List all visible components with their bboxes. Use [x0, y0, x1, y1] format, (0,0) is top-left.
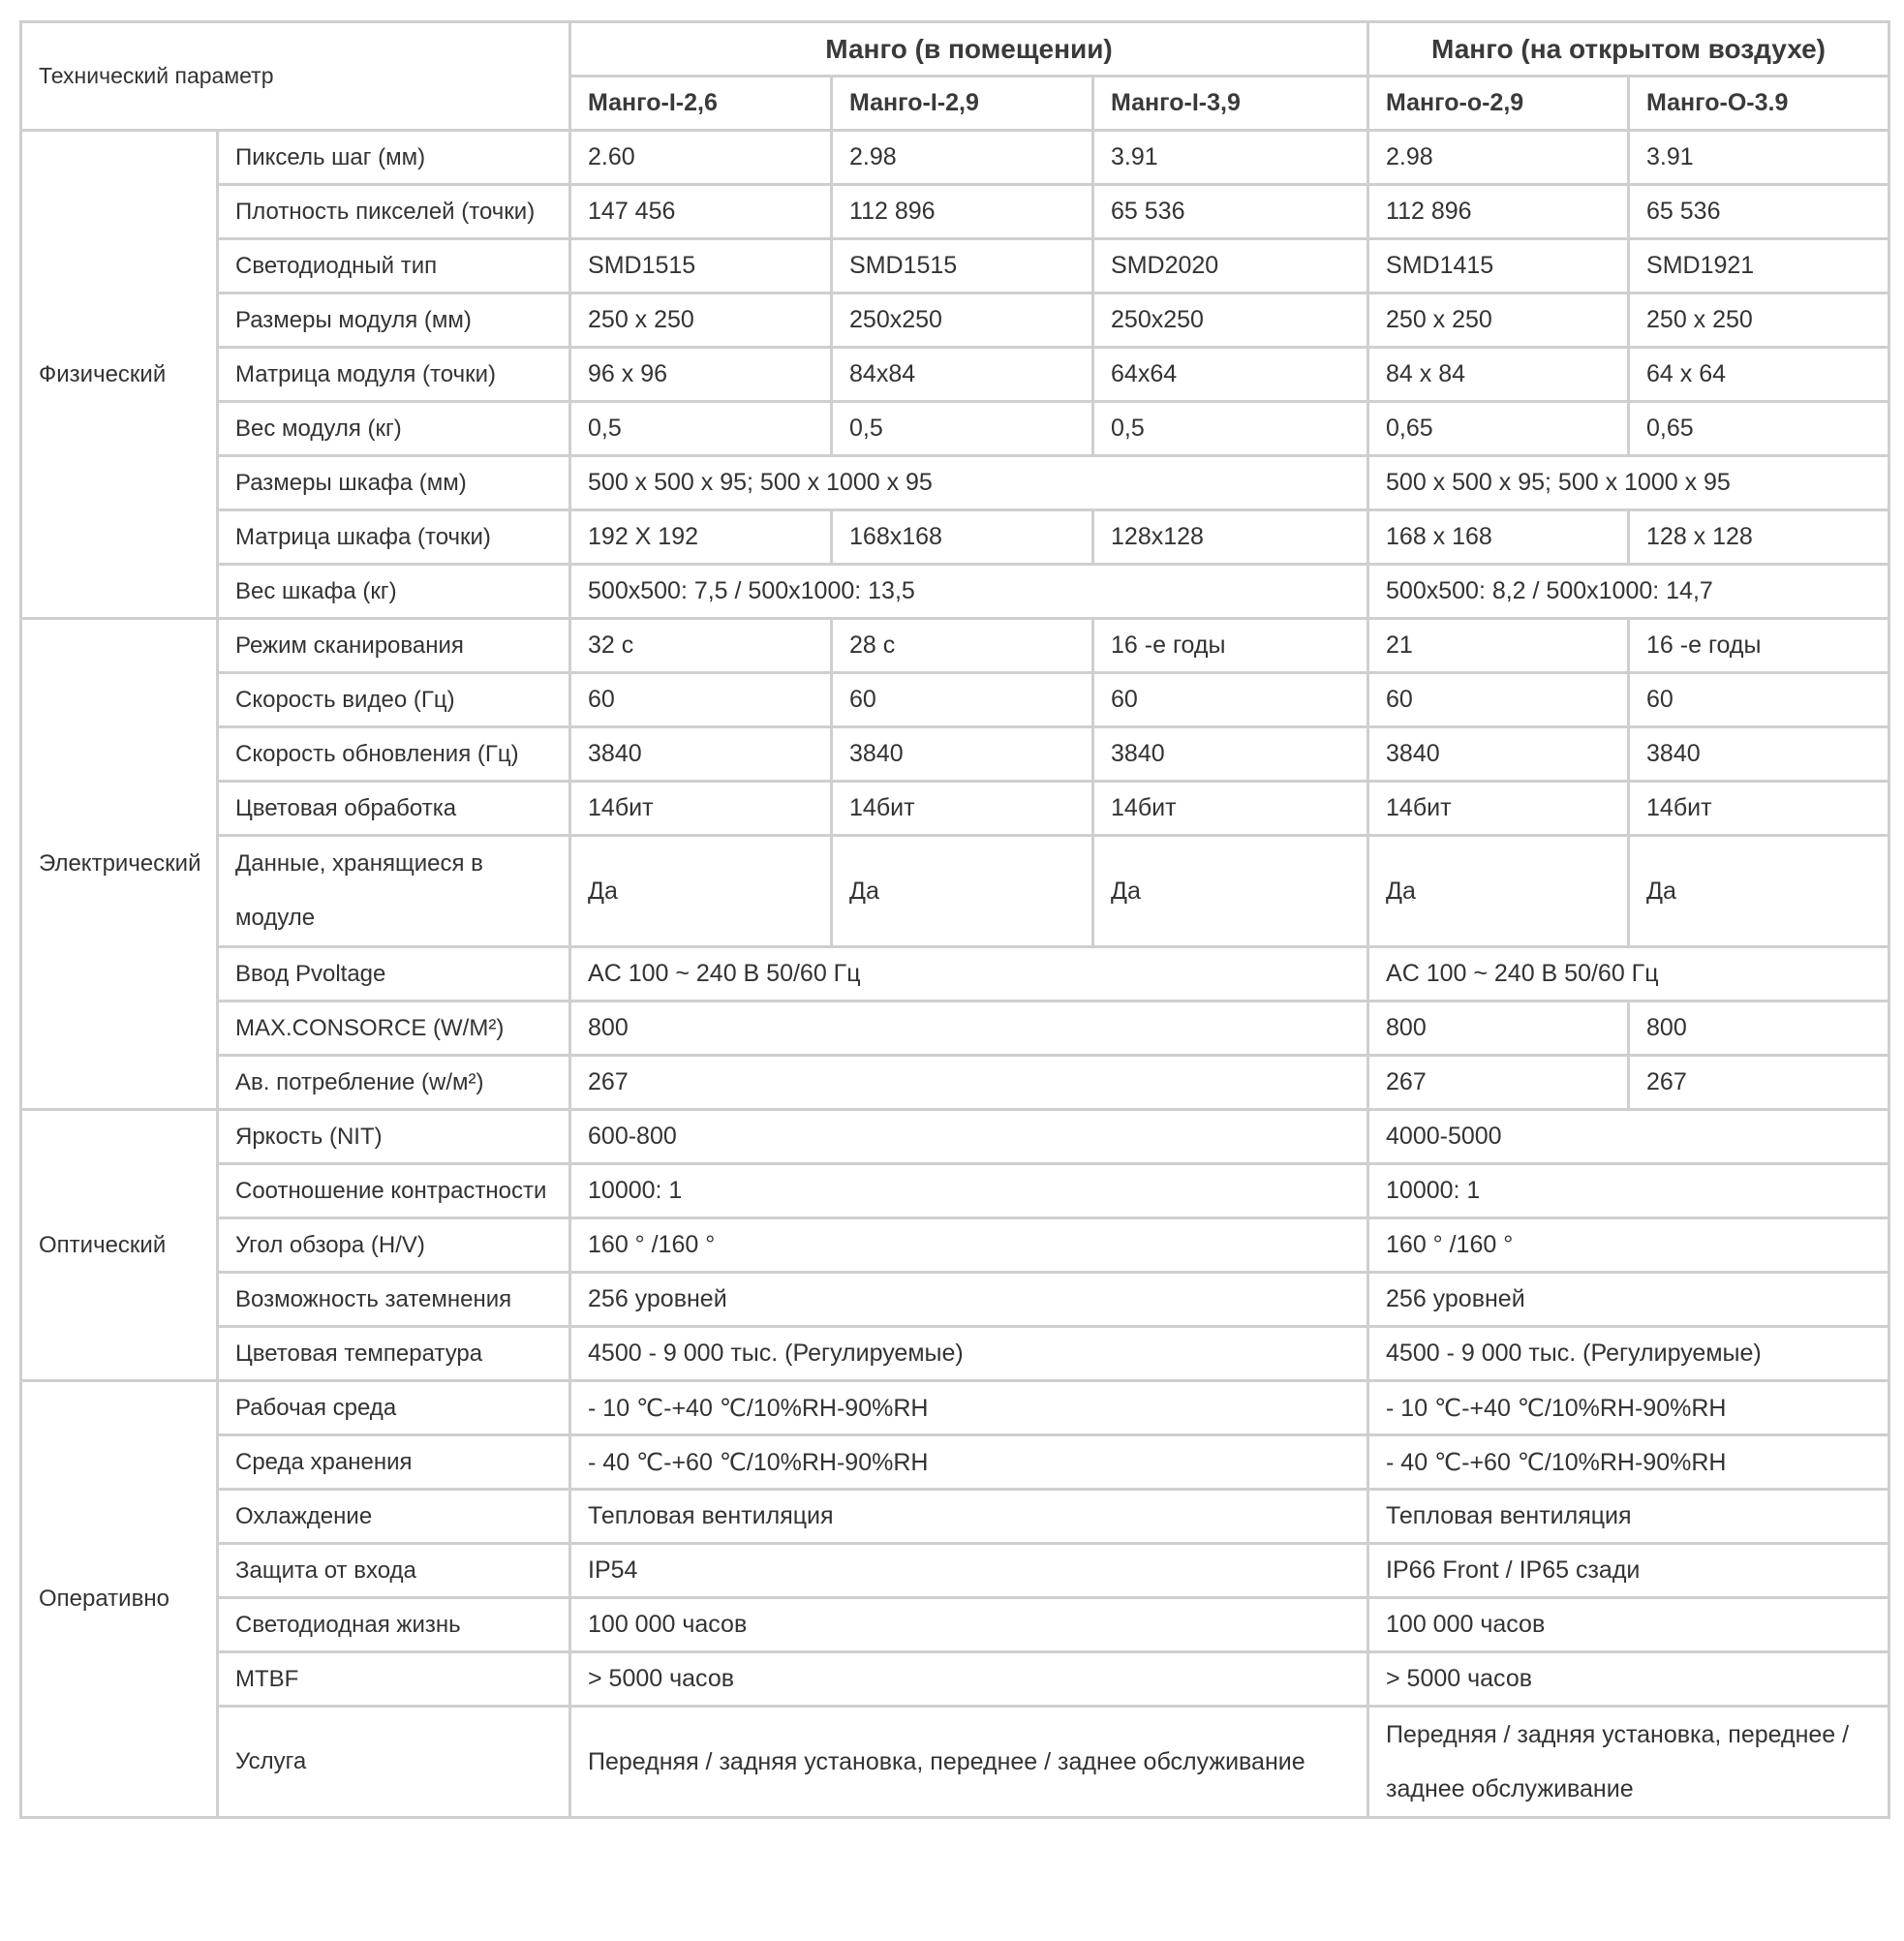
value-cell-outdoor: 800	[1368, 1001, 1629, 1056]
table-row	[21, 348, 1889, 402]
value-cell: SMD1921	[1629, 239, 1889, 293]
value-cell: 3840	[832, 727, 1093, 782]
param-label: Услуга	[218, 1707, 570, 1818]
param-label: Ав. потребление (w/м²)	[218, 1056, 570, 1110]
value-cell-outdoor: 160 ° /160 °	[1368, 1218, 1889, 1273]
value-cell: 112 896	[1368, 185, 1629, 239]
value-cell: 250 x 250	[1629, 293, 1889, 348]
model-header: Манго-I-2,6	[570, 77, 832, 131]
table-row	[21, 1490, 1889, 1544]
value-cell-indoor: > 5000 часов	[570, 1652, 1368, 1707]
model-header: Манго-I-3,9	[1093, 77, 1368, 131]
value-cell-outdoor: 256 уровней	[1368, 1273, 1889, 1327]
table-row	[21, 402, 1889, 456]
value-cell: 21	[1368, 619, 1629, 673]
value-cell: 96 x 96	[570, 348, 832, 402]
param-label: Среда хранения	[218, 1435, 570, 1490]
value-cell: 14бит	[1629, 782, 1889, 836]
value-cell-outdoor: Передняя / задняя установка, переднее / заднее обслуживание	[1368, 1707, 1889, 1818]
value-cell: Да	[1629, 836, 1889, 947]
param-label: Вес шкафа (кг)	[218, 565, 570, 619]
table-row	[21, 1327, 1889, 1381]
value-cell: 60	[570, 673, 832, 727]
header-row-groups	[21, 22, 1889, 77]
table-row	[21, 1056, 1889, 1110]
value-cell: 128 x 128	[1629, 510, 1889, 565]
value-cell: 147 456	[570, 185, 832, 239]
param-label: Рабочая среда	[218, 1381, 570, 1435]
table-row	[21, 456, 1889, 510]
value-cell: 3840	[1093, 727, 1368, 782]
value-cell: 64x64	[1093, 348, 1368, 402]
model-header: Манго-O-3.9	[1629, 77, 1889, 131]
value-cell-indoor: Тепловая вентиляция	[570, 1490, 1368, 1544]
value-cell: SMD1515	[570, 239, 832, 293]
value-cell: 0,65	[1368, 402, 1629, 456]
value-cell: 2.98	[832, 131, 1093, 185]
value-cell-indoor: 267	[570, 1056, 1368, 1110]
category-optical: Оптический	[21, 1110, 218, 1381]
value-cell: 3840	[1629, 727, 1889, 782]
value-cell-indoor: 800	[570, 1001, 1368, 1056]
value-cell-indoor: 100 000 часов	[570, 1598, 1368, 1652]
value-cell-outdoor: IP66 Front / IP65 сзади	[1368, 1544, 1889, 1598]
value-cell-outdoor: 100 000 часов	[1368, 1598, 1889, 1652]
param-label: Светодиодная жизнь	[218, 1598, 570, 1652]
value-cell-outdoor: 10000: 1	[1368, 1164, 1889, 1218]
value-cell-indoor: AC 100 ~ 240 В 50/60 Гц	[570, 947, 1368, 1001]
category-physical: Физический	[21, 131, 218, 619]
value-cell: SMD2020	[1093, 239, 1368, 293]
model-header: Манго-I-2,9	[832, 77, 1093, 131]
value-cell-outdoor: AC 100 ~ 240 В 50/60 Гц	[1368, 947, 1889, 1001]
value-cell: 65 536	[1629, 185, 1889, 239]
value-cell-indoor: 4500 - 9 000 тыс. (Регулируемые)	[570, 1327, 1368, 1381]
table-row	[21, 1598, 1889, 1652]
value-cell-outdoor: 4000-5000	[1368, 1110, 1889, 1164]
value-cell-outdoor: 4500 - 9 000 тыс. (Регулируемые)	[1368, 1327, 1889, 1381]
value-cell: 64 x 64	[1629, 348, 1889, 402]
value-cell: 65 536	[1093, 185, 1368, 239]
corner-cell: Технический параметр	[21, 22, 570, 131]
table-row	[21, 185, 1889, 239]
value-cell: 16 -е годы	[1093, 619, 1368, 673]
value-cell: 3.91	[1093, 131, 1368, 185]
value-cell: 32 с	[570, 619, 832, 673]
value-cell-indoor: - 10 ℃-+40 ℃/10%RH-90%RH	[570, 1381, 1368, 1435]
table-row	[21, 1218, 1889, 1273]
value-cell: 60	[832, 673, 1093, 727]
param-label: Скорость обновления (Гц)	[218, 727, 570, 782]
value-cell: 16 -е годы	[1629, 619, 1889, 673]
value-cell: 250 x 250	[1368, 293, 1629, 348]
value-cell: Да	[832, 836, 1093, 947]
value-cell: 60	[1629, 673, 1889, 727]
value-cell-outdoor: Тепловая вентиляция	[1368, 1490, 1889, 1544]
param-label: Размеры шкафа (мм)	[218, 456, 570, 510]
table-row	[21, 727, 1889, 782]
group-header-indoor: Манго (в помещении)	[570, 22, 1368, 77]
value-cell-outdoor: - 10 ℃-+40 ℃/10%RH-90%RH	[1368, 1381, 1889, 1435]
category-operational: Оперативно	[21, 1381, 218, 1818]
table-row	[21, 510, 1889, 565]
model-header: Манго-о-2,9	[1368, 77, 1629, 131]
param-label: MTBF	[218, 1652, 570, 1707]
table-row	[21, 131, 1889, 185]
param-label: Яркость (NIT)	[218, 1110, 570, 1164]
value-cell: 60	[1368, 673, 1629, 727]
value-cell: 84 x 84	[1368, 348, 1629, 402]
table-row	[21, 782, 1889, 836]
param-label: Цветовая температура	[218, 1327, 570, 1381]
value-cell: 250x250	[1093, 293, 1368, 348]
value-cell: SMD1415	[1368, 239, 1629, 293]
param-label: Плотность пикселей (точки)	[218, 185, 570, 239]
value-cell: 0,5	[1093, 402, 1368, 456]
table-row	[21, 1544, 1889, 1598]
value-cell: 3840	[1368, 727, 1629, 782]
value-cell: 0,5	[832, 402, 1093, 456]
param-label: Соотношение контрастности	[218, 1164, 570, 1218]
value-cell-outdoor: 267	[1629, 1056, 1889, 1110]
value-cell-indoor: - 40 ℃-+60 ℃/10%RH-90%RH	[570, 1435, 1368, 1490]
param-label: MAX.CONSORCE (W/M²)	[218, 1001, 570, 1056]
table-row	[21, 1707, 1889, 1818]
param-label: Матрица шкафа (точки)	[218, 510, 570, 565]
param-label: Ввод Pvoltage	[218, 947, 570, 1001]
value-cell: 14бит	[1093, 782, 1368, 836]
param-label: Скорость видео (Гц)	[218, 673, 570, 727]
value-cell-outdoor: > 5000 часов	[1368, 1652, 1889, 1707]
table-row	[21, 1001, 1889, 1056]
param-label: Угол обзора (H/V)	[218, 1218, 570, 1273]
value-cell: 0,5	[570, 402, 832, 456]
value-cell-indoor: 500 x 500 x 95; 500 x 1000 x 95	[570, 456, 1368, 510]
table-row	[21, 619, 1889, 673]
table-row	[21, 673, 1889, 727]
value-cell-indoor: 500x500: 7,5 / 500x1000: 13,5	[570, 565, 1368, 619]
param-label: Размеры модуля (мм)	[218, 293, 570, 348]
value-cell: SMD1515	[832, 239, 1093, 293]
value-cell: 14бит	[1368, 782, 1629, 836]
value-cell: Да	[1368, 836, 1629, 947]
value-cell: 14бит	[570, 782, 832, 836]
group-header-outdoor: Манго (на открытом воздухе)	[1368, 22, 1889, 77]
table-row	[21, 293, 1889, 348]
value-cell: Да	[1093, 836, 1368, 947]
value-cell: 60	[1093, 673, 1368, 727]
value-cell-indoor: 10000: 1	[570, 1164, 1368, 1218]
param-label: Возможность затемнения	[218, 1273, 570, 1327]
param-label: Вес модуля (кг)	[218, 402, 570, 456]
value-cell: 3.91	[1629, 131, 1889, 185]
param-label: Защита от входа	[218, 1544, 570, 1598]
value-cell-indoor: 600-800	[570, 1110, 1368, 1164]
category-electrical: Электрический	[21, 619, 218, 1110]
value-cell: 112 896	[832, 185, 1093, 239]
value-cell: 168 x 168	[1368, 510, 1629, 565]
value-cell: 128x128	[1093, 510, 1368, 565]
value-cell-indoor: 256 уровней	[570, 1273, 1368, 1327]
value-cell-outdoor: 500 x 500 x 95; 500 x 1000 x 95	[1368, 456, 1889, 510]
value-cell: 192 X 192	[570, 510, 832, 565]
value-cell: 168x168	[832, 510, 1093, 565]
param-label: Режим сканирования	[218, 619, 570, 673]
value-cell-indoor: 160 ° /160 °	[570, 1218, 1368, 1273]
table-row	[21, 565, 1889, 619]
table-row	[21, 836, 1889, 947]
table-row	[21, 1273, 1889, 1327]
spec-table	[19, 20, 1890, 1819]
table-row	[21, 239, 1889, 293]
value-cell: 2.60	[570, 131, 832, 185]
value-cell-outdoor: - 40 ℃-+60 ℃/10%RH-90%RH	[1368, 1435, 1889, 1490]
table-row	[21, 1652, 1889, 1707]
value-cell-outdoor: 267	[1368, 1056, 1629, 1110]
value-cell: 0,65	[1629, 402, 1889, 456]
value-cell: 28 с	[832, 619, 1093, 673]
value-cell: 84x84	[832, 348, 1093, 402]
param-label: Пиксель шаг (мм)	[218, 131, 570, 185]
table-row	[21, 947, 1889, 1001]
value-cell: 2.98	[1368, 131, 1629, 185]
value-cell-indoor: Передняя / задняя установка, переднее / заднее обслуживание	[570, 1707, 1368, 1818]
param-label: Данные, хранящиеся в модуле	[218, 836, 570, 947]
param-label: Матрица модуля (точки)	[218, 348, 570, 402]
value-cell: 250 x 250	[570, 293, 832, 348]
table-row	[21, 1110, 1889, 1164]
table-row	[21, 1435, 1889, 1490]
value-cell: 3840	[570, 727, 832, 782]
value-cell-outdoor: 500x500: 8,2 / 500x1000: 14,7	[1368, 565, 1889, 619]
param-label: Светодиодный тип	[218, 239, 570, 293]
value-cell: Да	[570, 836, 832, 947]
value-cell-indoor: IP54	[570, 1544, 1368, 1598]
param-label: Охлаждение	[218, 1490, 570, 1544]
table-row	[21, 1164, 1889, 1218]
value-cell-outdoor: 800	[1629, 1001, 1889, 1056]
table-row	[21, 1381, 1889, 1435]
param-label: Цветовая обработка	[218, 782, 570, 836]
value-cell: 14бит	[832, 782, 1093, 836]
value-cell: 250x250	[832, 293, 1093, 348]
